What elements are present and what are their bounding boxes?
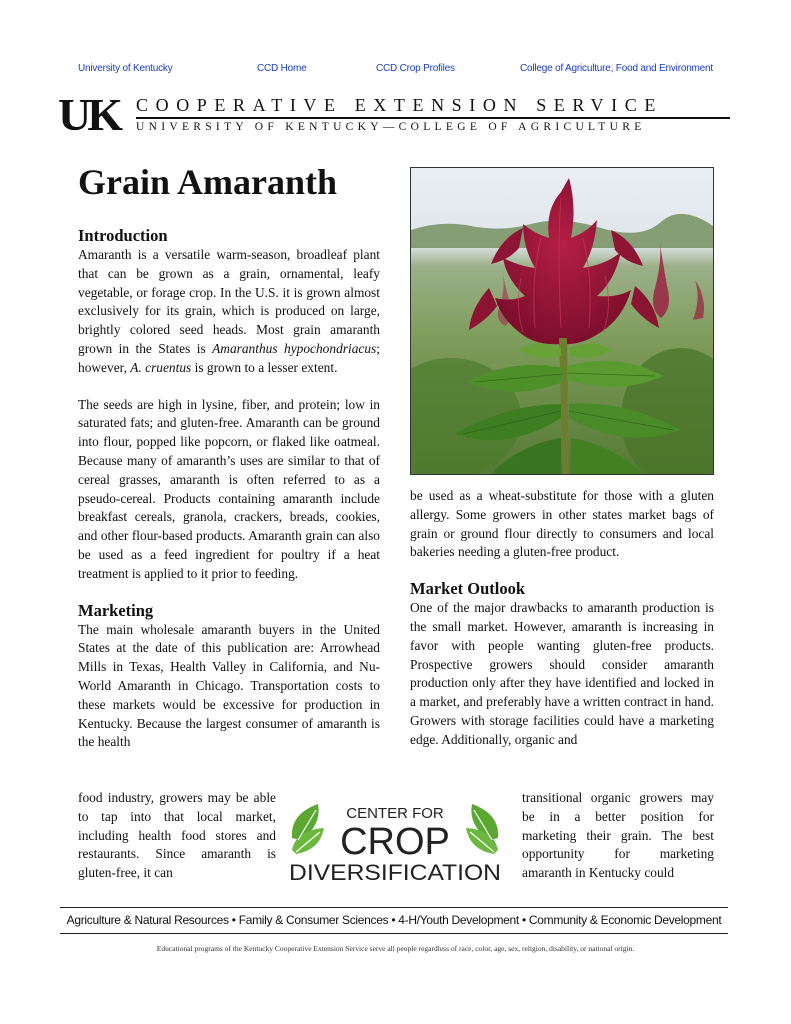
ccd-leaf-left-icon — [292, 804, 324, 854]
right-column — [410, 487, 714, 750]
banner-line-university: UNIVERSITY OF KENTUCKY—COLLEGE OF AGRICULTURE — [136, 121, 646, 133]
footer-program-areas: Agriculture & Natural Resources • Family & Consumer Sciences • 4-H/Youth Development • Community & Economic Development — [66, 913, 722, 927]
marketing-paragraph-bottom: food industry, growers may be able to tap into that local market, including health food stores and restaurants. Since amaranth is gluten-free, it can — [78, 790, 276, 881]
left-column — [78, 226, 380, 752]
intro-paragraph-1 — [78, 246, 380, 378]
page-title: Grain Amaranth — [78, 162, 338, 202]
amaranth-plant-photo — [410, 167, 714, 475]
intro-p1-text-b: ; however, — [78, 340, 380, 375]
footer-disclaimer: Educational programs of the Kentucky Cooperative Extension Service serve all people regardless of race, color, age, sex, religion, disability, or national origin. — [156, 944, 635, 953]
nav-link-ccd-home[interactable]: CCD Home — [257, 63, 307, 74]
market-outlook-paragraph-1: One of the major drawbacks to amaranth production is the small market. However, amaranth is increasing in favor with people wanting gluten-free products. Prospective growers should consider amaranth production only after they have identified and locked in a market, and preferably have a written contract in hand. Growers with storage facilities could have a marketing edge. Additionally, organic and — [410, 600, 714, 747]
species-name-hypochondriacus: Amaranthus hypochondriacus — [212, 340, 377, 356]
species-name-cruentus: A. cruentus — [130, 359, 192, 375]
market-outlook-paragraph-bottom: transitional organic growers may be in a better position for marketing their grain. The best opportunity for marketing amaranth in Kentucky could — [522, 790, 714, 881]
ccd-logo — [286, 800, 504, 884]
banner-rule — [136, 117, 730, 119]
section-heading-introduction: Introduction — [78, 226, 168, 245]
ccd-logo-line1: CENTER FOR — [346, 805, 444, 822]
banner-line-cooperative-extension: COOPERATIVE EXTENSION SERVICE — [136, 95, 663, 115]
marketing-paragraph-continued: be used as a wheat-substitute for those with a gluten allergy. Some growers in other states market bags of grain or ground flour directly to consumers and local bakeries needing a gluten-free product. — [410, 488, 714, 560]
intro-p1-text-a: Amaranth is a versatile warm-season, broadleaf plant that can be grown as a grain, ornamental, leafy vegetable, or forage crop. In the U.S. it is grown almost exclusively for its grain, which is produced on large, brightly colored seed heads. Most grain amaranth grown in the States is — [78, 247, 380, 356]
nav-link-ccd-crop-profiles[interactable]: CCD Crop Profiles — [376, 63, 455, 74]
nav-link-university-of-kentucky[interactable]: University of Kentucky — [78, 63, 173, 74]
ccd-logo-line3: DIVERSIFICATION — [289, 860, 501, 884]
intro-paragraph-2: The seeds are high in lysine, fiber, and protein; low in saturated fats; and gluten-free. Amaranth can be ground into flour, popped like popcorn, or flaked like oatmeal. Because many of amaranth’s uses are similar to that of cereal grasses, amaranth is often referred to as a pseudo-cereal. Products containing amaranth include breakfast cereals, granola, crackers, breads, cookies, and other flour-based products. Amaranth grain can also be used as a feed ingredient for poultry if a heat treatment is applied to it prior to feeding. — [78, 396, 380, 581]
footer-rule-bottom — [60, 933, 728, 934]
amaranth-photo-illustration — [411, 168, 713, 474]
section-heading-marketing: Marketing — [78, 600, 154, 620]
marketing-paragraph-1: The main wholesale amaranth buyers in the United States at the date of this publication are: Arrowhead Mills in Texas, Health Valley in California, and Nu-World Amaranth in Chicago. Transportation costs to these markets would be excessive for production in Kentucky. Because the largest consumer of amaranth is the health — [78, 621, 380, 750]
footer-rule-top — [60, 907, 728, 908]
uk-logo: UK — [58, 89, 119, 140]
ccd-logo-line2: CROP — [340, 821, 450, 863]
extension-banner — [58, 89, 730, 140]
section-heading-market-outlook: Market Outlook — [410, 579, 526, 599]
top-nav — [0, 63, 791, 77]
nav-link-college-of-agriculture[interactable]: College of Agriculture, Food and Environment — [520, 63, 713, 74]
intro-p1-text-c: is grown to a lesser extent. — [191, 359, 338, 375]
ccd-leaf-right-icon — [466, 804, 498, 854]
